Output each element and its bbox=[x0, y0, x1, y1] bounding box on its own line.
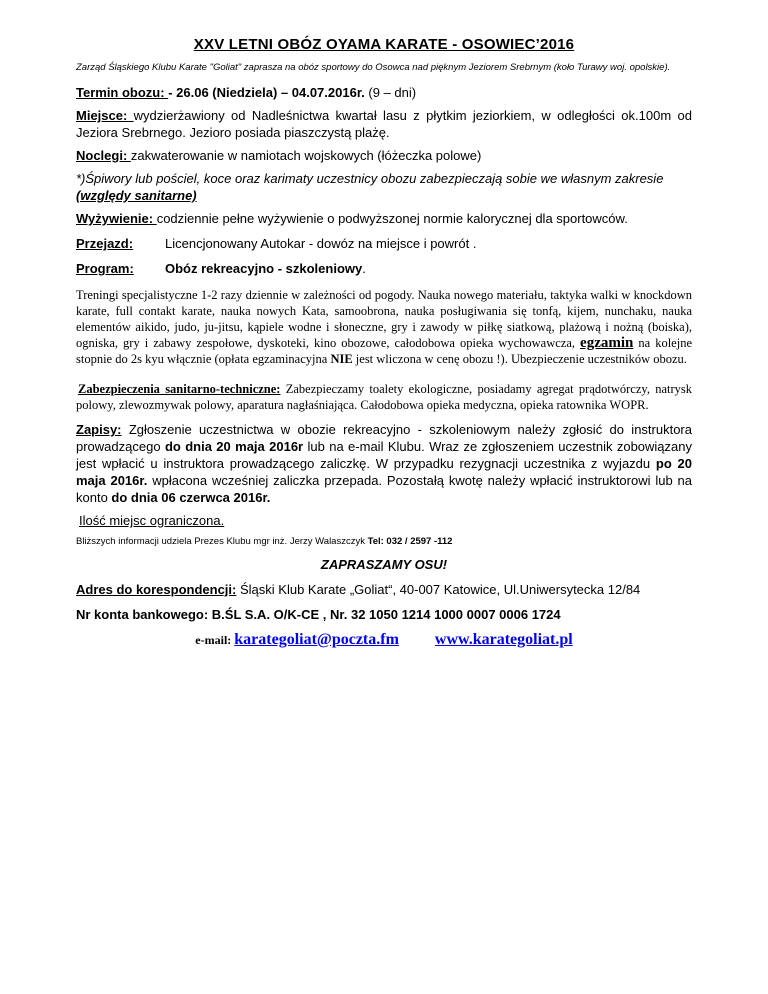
termin-dates: - 26.06 (Niedziela) – 04.07.2016r. bbox=[168, 85, 365, 100]
wyzywienie-text: codziennie pełne wyżywienie o podwyższonej normie kalorycznej dla sportowców. bbox=[156, 211, 628, 226]
intro-paragraph: Zarząd Śląskiego Klubu Karate "Goliat" zaprasza na obóz sportowy do Osowca nad pięknym Jeziorem Srebrnym (koło Turawy woj. opolskie). bbox=[76, 62, 671, 73]
zabezpieczenia-paragraph bbox=[76, 381, 692, 413]
konto-line: Nr konta bankowego: B.ŚL S.A. O/K-CE , Nr. 32 1050 1214 1000 0007 0006 1724 bbox=[76, 607, 561, 622]
ilosc-line: Ilość miejsc ograniczona. bbox=[79, 513, 225, 528]
termin-duration: (9 – dni) bbox=[364, 85, 417, 100]
info-phone: Tel: 032 / 2597 -112 bbox=[367, 536, 453, 547]
program-label: Program: bbox=[76, 261, 134, 276]
treningi-part1: Treningi specjalistyczne 1-2 razy dziennie w zależności od pogody. Nauka nowego materiału, taktyka walki w knockdown karate, full contakt karate, nauka nowych Kata, samoobrona, nauka posługiwania się tonfą, kijem, nunchaku, nauka elementów aikido, judo, ju-jitsu, kąpiele wodne i słoneczne, gry i zawody w piłkę siatkową, plażową i nożną (boiska), ogniska, gry i zabawy zespołowe, dyskoteki, kino obozowe, całodobowa opieka wychowawcza, bbox=[76, 288, 692, 350]
miejsce-text: wydzierżawiony od Nadleśnictwa kwartał lasu z płytkim jeziorkiem, w odległości ok.100m od Jeziora Srebrnego. Jezioro posiada piaszczystą plażę. bbox=[76, 108, 692, 140]
adres-text: Śląski Klub Karate „Goliat“, 40-007 Katowice, Ul.Uniwersytecka 12/84 bbox=[236, 582, 641, 597]
treningi-part2: na kolejne stopnie do 2s kyu włącznie (opłata egzaminacyjna bbox=[76, 336, 692, 366]
note-paragraph bbox=[76, 170, 692, 204]
treningi-paragraph bbox=[76, 287, 692, 367]
email-link[interactable]: karategoliat@poczta.fm bbox=[234, 631, 399, 648]
miejsce-paragraph bbox=[76, 107, 692, 141]
noclegi-label: Noclegi: bbox=[76, 148, 131, 163]
note-text: *)Śpiwory lub pościel, koce oraz karimaty uczestnicy obozu zabezpieczają sobie we własnym zakresie bbox=[76, 171, 664, 186]
zapisy-paragraph bbox=[76, 421, 692, 506]
zapisy-label: Zapisy: bbox=[76, 422, 122, 437]
note-emphasis: (względy sanitarne) bbox=[76, 188, 197, 203]
program-suffix: . bbox=[362, 261, 366, 276]
adres-line bbox=[76, 581, 692, 598]
page-title: XXV LETNI OBÓZ OYAMA KARATE - OSOWIEC’2016 bbox=[193, 36, 575, 53]
program-text: Obóz rekreacyjno - szkoleniowy bbox=[165, 261, 363, 276]
zapisy-deadline-2: po 20 maja 2016r. bbox=[76, 456, 692, 488]
zabezpieczenia-label: Zabezpieczenia sanitarno-techniczne: bbox=[78, 382, 281, 396]
contact-row bbox=[76, 631, 692, 649]
termin-label: Termin obozu: bbox=[76, 85, 169, 100]
info-line bbox=[76, 535, 692, 548]
noclegi-text: zakwaterowanie w namiotach wojskowych (łóżeczka polowe) bbox=[130, 148, 482, 163]
zapisy-deadline-1: do dnia 20 maja 2016r bbox=[164, 439, 304, 454]
przejazd-text: Licencjonowany Autokar - dowóz na miejsce i powrót . bbox=[165, 236, 477, 251]
zapisy-t3: wpłacona wcześniej zaliczka przepada. Pozostałą kwotę należy wpłacić instruktorowi lub na konto bbox=[76, 473, 692, 505]
zapisy-deadline-3: do dnia 06 czerwca 2016r. bbox=[111, 490, 271, 505]
egzamin-word: egzamin bbox=[580, 335, 634, 351]
wyzywienie-label: Wyżywienie: bbox=[76, 211, 157, 226]
email-label: e-mail: bbox=[195, 633, 235, 647]
przejazd-label: Przejazd: bbox=[76, 236, 134, 251]
zapisy-t2: lub na e-mail Klubu. Wraz ze zgłoszeniem uczestnik zobowiązany jest wpłacić u instruktora prowadzącego zaliczkę. W przypadku rezygnacji uczestnika z wyjazdu bbox=[76, 439, 693, 471]
zapisy-t1: Zgłoszenie uczestnictwa w obozie rekreacyjno - szkoleniowym należy zgłosić do instruktora prowadzącego bbox=[76, 422, 692, 454]
adres-label: Adres do korespondencji: bbox=[76, 582, 237, 597]
info-text: Bliższych informacji udziela Prezes Klubu mgr inż. Jerzy Walaszczyk bbox=[76, 536, 368, 547]
website-link[interactable]: www.karategoliat.pl bbox=[434, 631, 573, 648]
zapraszamy-line: ZAPRASZAMY OSU! bbox=[320, 557, 448, 572]
przejazd-row bbox=[76, 235, 692, 252]
zabezpieczenia-text: Zabezpieczamy toalety ekologiczne, posiadamy agregat prądotwórczy, natrysk polowy, zlewozmywak polowy, aparatura nagłaśniająca. Całodobowa opieka medyczna, opieka ratownika WOPR. bbox=[76, 382, 692, 412]
treningi-part3: jest wliczona w cenę obozu !). Ubezpieczenie uczestników obozu. bbox=[352, 352, 687, 366]
nie-word: NIE bbox=[330, 352, 353, 366]
miejsce-label: Miejsce: bbox=[76, 108, 134, 123]
wyzywienie-line bbox=[76, 210, 692, 227]
termin-line bbox=[76, 84, 692, 101]
program-row bbox=[76, 260, 692, 277]
noclegi-line bbox=[76, 147, 692, 164]
